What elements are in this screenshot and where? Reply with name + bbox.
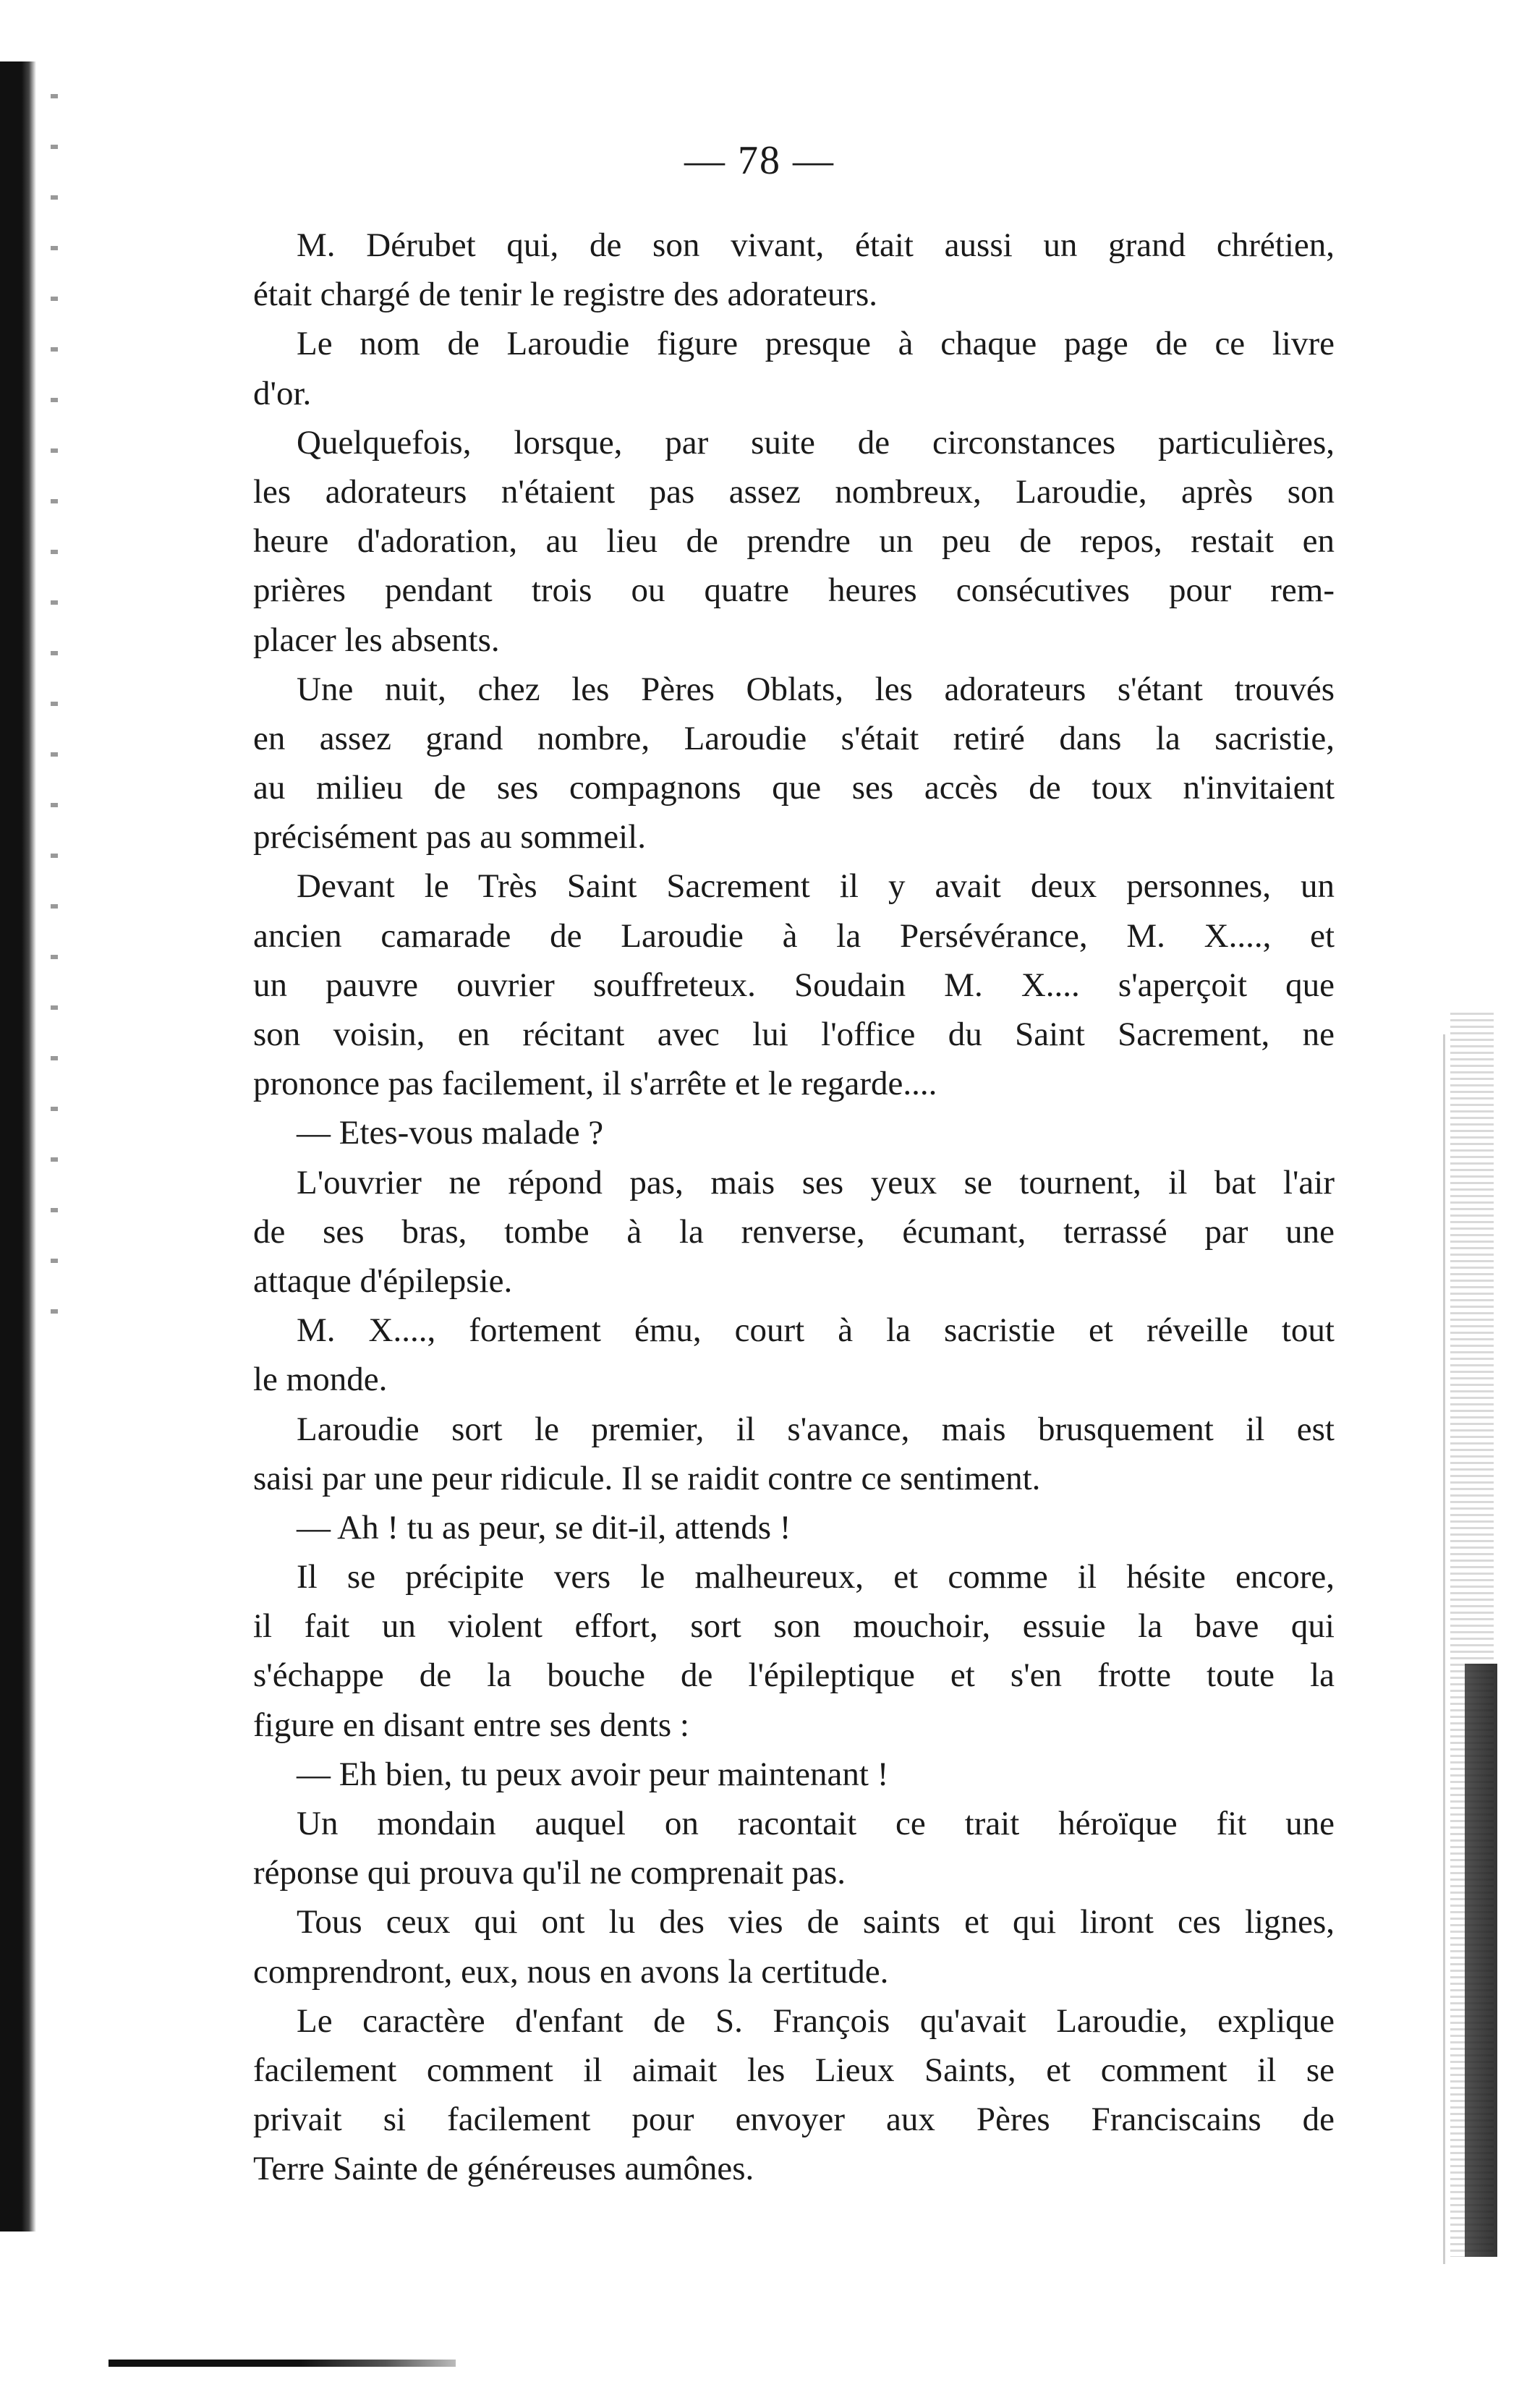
scan-right-edge-shadow (1465, 1664, 1497, 2257)
text-line: comprendront, eux, nous en avons la certitude. (253, 1952, 889, 1991)
text-line: les adorateurs n'étaient pas assez nombreux, Laroudie, après son (253, 472, 1335, 511)
text-line: prononce pas facilement, il s'arrête et le regarde.... (253, 1065, 937, 1103)
text-line: — Eh bien, tu peux avoir peur maintenant ! (297, 1755, 889, 1793)
scan-margin-marks (51, 94, 58, 1324)
scan-binding-edge (0, 61, 36, 2232)
text-line: Quelquefois, lorsque, par suite de circonstances particulières, (297, 423, 1335, 461)
text-line: son voisin, en récitant avec lui l'office du Saint Sacrement, ne (253, 1016, 1335, 1053)
text-line: — Ah ! tu as peur, se dit-il, attends ! (297, 1508, 791, 1547)
text-line: Terre Sainte de généreuses aumônes. (253, 2150, 754, 2188)
text-line: Le caractère d'enfant de S. François qu'avait Laroudie, explique (297, 2001, 1335, 2040)
text-line: s'échappe de la bouche de l'épileptique et s'en frotte toute la (253, 1656, 1335, 1695)
text-line: L'ouvrier ne répond pas, mais ses yeux se tournent, il bat l'air (297, 1163, 1335, 1201)
page-number: — 78 — (684, 138, 835, 183)
text-line: réponse qui prouva qu'il ne comprenait pas. (253, 1854, 846, 1892)
body-text (253, 221, 1335, 2194)
text-line: Un mondain auquel on racontait ce trait héroïque fit une (297, 1805, 1335, 1842)
text-line: Tous ceux qui ont lu des vies de saints et qui liront ces lignes, (297, 1903, 1335, 1941)
text-line: Il se précipite vers le malheureux, et comme il hésite encore, (297, 1558, 1335, 1596)
text-line: le monde. (253, 1361, 388, 1399)
text-line: M. Dérubet qui, de son vivant, était aussi un grand chrétien, (297, 226, 1335, 264)
text-line: attaque d'épilepsie. (253, 1262, 513, 1300)
text-line: M. X...., fortement ému, court à la sacristie et réveille tout (297, 1311, 1335, 1350)
bottom-rule (109, 2360, 456, 2367)
text-line: Laroudie sort le premier, il s'avance, mais brusquement il est (297, 1410, 1335, 1448)
text-line: saisi par une peur ridicule. Il se raidit contre ce sentiment. (253, 1459, 1041, 1497)
text-line: placer les absents. (253, 621, 500, 659)
text-line: en assez grand nombre, Laroudie s'était retiré dans la sacristie, (253, 719, 1335, 757)
text-line: Le nom de Laroudie figure presque à chaque page de ce livre (297, 325, 1335, 363)
text-line: de ses bras, tombe à la renverse, écumant, terrassé par une (253, 1212, 1335, 1251)
text-line: ancien camarade de Laroudie à la Persévérance, M. X...., et (253, 916, 1335, 955)
text-line: il fait un violent effort, sort son mouchoir, essuie la bave qui (253, 1607, 1335, 1646)
text-line: précisément pas au sommeil. (253, 818, 646, 856)
text-line: Une nuit, chez les Pères Oblats, les adorateurs s'étant trouvés (297, 670, 1335, 708)
scan-right-edge-line (1443, 1034, 1445, 2264)
text-line: au milieu de ses compagnons que ses accès de toux n'invitaient (253, 769, 1335, 807)
text-line: figure en disant entre ses dents : (253, 1706, 689, 1744)
text-line: heure d'adoration, au lieu de prendre un peu de repos, restait en (253, 522, 1335, 561)
text-line: prières pendant trois ou quatre heures consécutives pour rem- (253, 571, 1335, 610)
text-line: d'or. (253, 374, 312, 412)
text-line: un pauvre ouvrier souffreteux. Soudain M. X.... s'aperçoit que (253, 966, 1335, 1004)
text-line: Devant le Très Saint Sacrement il y avait deux personnes, un (297, 867, 1335, 906)
text-line: privait si facilement pour envoyer aux Pères Franciscains de (253, 2101, 1335, 2139)
text-line: facilement comment il aimait les Lieux Saints, et comment il se (253, 2051, 1335, 2089)
text-line: était chargé de tenir le registre des adorateurs. (253, 276, 878, 314)
text-line: — Etes-vous malade ? (297, 1114, 604, 1152)
